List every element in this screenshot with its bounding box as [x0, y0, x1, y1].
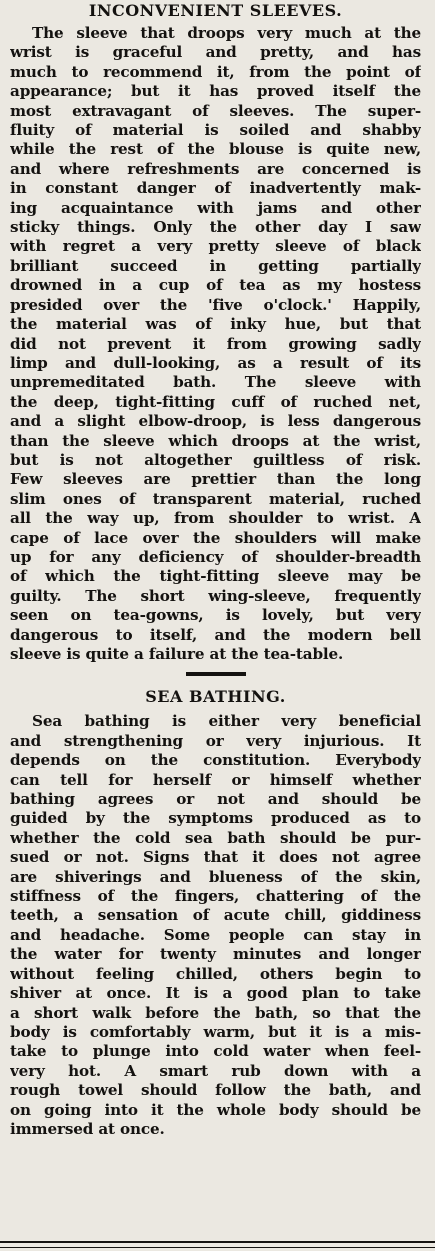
text-line: guilty. The short wing-sleeve, frequently	[10, 586, 421, 605]
text-line: drowned in a cup of tea as my hostess	[10, 276, 421, 295]
text-line: The sleeve that droops very much at the	[32, 24, 421, 42]
text-line: and headache. Some people can stay in	[10, 925, 421, 944]
text-line: depends on the constitution. Everybody	[10, 751, 421, 770]
text-line: sleeve is quite a failure at the tea-table.	[10, 645, 344, 663]
text-line: guided by the symptoms produced as to	[10, 809, 421, 828]
text-line: of which the tight-fitting sleeve may be	[10, 567, 421, 586]
text-line: the water for twenty minutes and longer	[10, 945, 421, 964]
text-line: the deep, tight-fitting cuff of ruched net,	[10, 392, 421, 411]
text-line: body is comfortably warm, but it is a mis-	[10, 1022, 421, 1041]
text-line: bathing agrees or not and should be	[10, 790, 421, 809]
text-line: fluity of material is soiled and shabby	[10, 121, 421, 140]
text-line: brilliant succeed in getting partially	[10, 256, 421, 275]
text-line: in constant danger of inadvertently mak-	[10, 179, 421, 198]
text-line: most extravagant of sleeves. The super-	[10, 101, 421, 120]
text-line: shiver at once. It is a good plan to take	[10, 984, 421, 1003]
text-line: unpremeditated bath. The sleeve with	[10, 373, 421, 392]
text-line: up for any deficiency of shoulder-breadth	[10, 547, 421, 566]
text-line: Few sleeves are prettier than the long	[10, 470, 421, 489]
text-line: but is not altogether guiltless of risk.	[10, 450, 421, 469]
bottom-border-rule	[0, 1241, 435, 1243]
text-line: on going into it the whole body should be	[10, 1100, 421, 1119]
text-line: presided over the 'five o'clock.' Happily,	[10, 295, 421, 314]
text-line: a short walk before the bath, so that the	[10, 1003, 421, 1022]
text-line: and where refreshments are concerned is	[10, 159, 421, 178]
article-heading-inconvenient-sleeves: INCONVENIENT SLEEVES.	[88, 1, 343, 20]
text-line: teeth, a sensation of acute chill, giddiness	[10, 906, 421, 925]
text-line: and a slight elbow-droop, is less dangerous	[10, 412, 421, 431]
text-line: did not prevent it from growing sadly	[10, 334, 421, 353]
article-body-inconvenient-sleeves	[10, 24, 421, 664]
text-line: the material was of inky hue, but that	[10, 315, 421, 334]
text-line: very hot. A smart rub down with a	[10, 1061, 421, 1080]
text-line: than the sleeve which droops at the wrist,	[10, 431, 421, 450]
text-line: wrist is graceful and pretty, and has	[10, 43, 421, 62]
article-heading-sea-bathing: SEA BATHING.	[145, 687, 286, 707]
text-line: much to recommend it, from the point of	[10, 62, 421, 81]
article-body-sea-bathing	[10, 712, 421, 1139]
text-line: ing acquaintance with jams and other	[10, 198, 421, 217]
text-line: and strengthening or very injurious. It	[10, 731, 421, 750]
text-line: are shiverings and blueness of the skin,	[10, 867, 421, 886]
text-line: while the rest of the blouse is quite new,	[10, 140, 421, 159]
text-line: sued or not. Signs that it does not agree	[10, 848, 421, 867]
text-line: immersed at once.	[10, 1119, 165, 1138]
text-line: stiffness of the fingers, chattering of the	[10, 887, 421, 906]
text-line: rough towel should follow the bath, and	[10, 1081, 421, 1100]
text-line: all the way up, from shoulder to wrist. A	[10, 509, 421, 528]
text-line: appearance; but it has proved itself the	[10, 82, 421, 101]
text-line: cape of lace over the shoulders will make	[10, 528, 421, 547]
text-line: take to plunge into cold water when feel-	[10, 1042, 421, 1061]
text-line: Sea bathing is either very beneficial	[32, 712, 421, 731]
text-line: dangerous to itself, and the modern bell	[10, 625, 421, 644]
bottom-border-rule-thin	[0, 1247, 435, 1248]
text-line: limp and dull-looking, as a result of its	[10, 353, 421, 372]
section-divider-rule	[186, 672, 246, 676]
text-line: seen on tea-gowns, is lovely, but very	[10, 606, 421, 625]
text-line: with regret a very pretty sleeve of black	[10, 237, 421, 256]
text-line: slim ones of transparent material, ruched	[10, 489, 421, 508]
text-line: without feeling chilled, others begin to	[10, 964, 421, 983]
text-line: sticky things. Only the other day I saw	[10, 218, 421, 237]
text-line: whether the cold sea bath should be pur-	[10, 828, 421, 847]
text-line: can tell for herself or himself whether	[10, 770, 421, 789]
